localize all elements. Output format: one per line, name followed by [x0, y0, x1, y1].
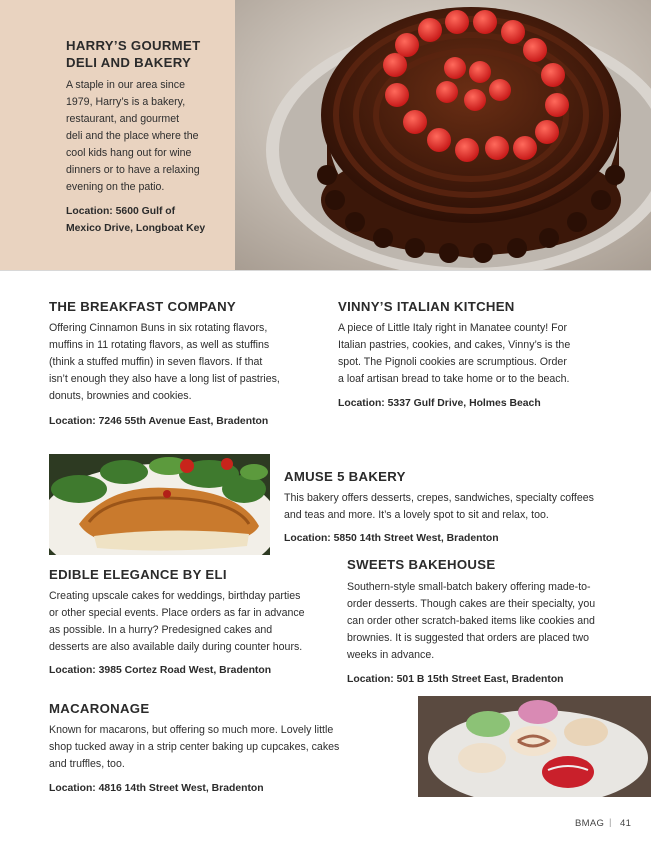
edible-body-line: desserts are also available daily during counter hours.	[49, 641, 303, 653]
macarons-photo	[418, 696, 651, 797]
macaronage-body-line: shop tucked away in a strip center baking up cupcakes, cakes	[49, 741, 340, 753]
sweets-body-line: can order other scratch-baked items like cookies and	[347, 615, 595, 627]
harry-body-line: evening on the patio.	[66, 181, 165, 193]
harry-body-line: dinners or to have a relaxing	[66, 164, 200, 176]
edible-location: Location: 3985 Cortez Road West, Bradenton	[49, 665, 272, 676]
sweets-body-line: Southern-style small-batch bakery offering made-to-	[347, 581, 591, 593]
macaronage-body-line: and truffles, too.	[49, 758, 125, 770]
breakfast-body-line: donuts, brownies and cookies.	[49, 390, 192, 402]
harry-title-line2: DELI AND BAKERY	[66, 55, 192, 70]
harry-location-line: Mexico Drive, Longboat Key	[66, 223, 206, 234]
harry-location	[66, 203, 205, 237]
harry-body-line: cool kids hang out for wine	[66, 147, 192, 159]
footer-separator: |	[609, 817, 612, 828]
vinny-location: Location: 5337 Gulf Drive, Holmes Beach	[338, 398, 541, 409]
breakfast-body	[49, 320, 280, 405]
macaronage-location: Location: 4816 14th Street West, Bradenton	[49, 783, 264, 794]
divider-line	[0, 270, 651, 271]
sweets-location: Location: 501 B 15th Street East, Bradenton	[347, 674, 564, 685]
breakfast-body-line: Offering Cinnamon Buns in six rotating flavors,	[49, 322, 268, 334]
macaronage-title: MACARONAGE	[49, 701, 150, 716]
sweets-body-line: weeks in advance.	[347, 649, 435, 661]
harry-title-line1: HARRY’S GOURMET	[66, 38, 201, 53]
sweets-body	[347, 579, 595, 664]
edible-title: EDIBLE ELEGANCE BY ELI	[49, 567, 227, 582]
vinny-body-line: A piece of Little Italy right in Manatee county! For	[338, 322, 568, 334]
harry-location-line: Location: 5600 Gulf of	[66, 206, 176, 217]
amuse-body-line: This bakery offers desserts, crepes, sandwiches, specialty coffees	[284, 492, 594, 504]
breakfast-body-line: (think a stuffed muffin) in seven flavors. If that	[49, 356, 263, 368]
harry-body-line: deli and the place where the	[66, 130, 199, 142]
vinny-title: VINNY’S ITALIAN KITCHEN	[338, 299, 515, 314]
breakfast-location: Location: 7246 55th Avenue East, Bradenton	[49, 416, 269, 427]
amuse-location: Location: 5850 14th Street West, Bradenton	[284, 533, 499, 544]
harry-body-line: restaurant, and gourmet	[66, 113, 180, 125]
sweets-body-line: order desserts. Though cakes are their specialty, you	[347, 598, 596, 610]
edible-body-line: or other special events. Place orders as far in advance	[49, 607, 305, 619]
edible-body	[49, 588, 305, 656]
vinny-body	[338, 320, 570, 388]
vinny-body-line: a loaf artisan bread to take home or to the beach.	[338, 373, 570, 385]
harry-body-line: 1979, Harry’s is a bakery,	[66, 96, 186, 108]
macaronage-body-line: Known for macarons, but offering so much more. Lovely little	[49, 724, 334, 736]
cake-photo	[235, 0, 651, 270]
sandwich-photo	[49, 454, 270, 555]
vinny-body-line: spot. The Pignoli cookies are scrumptious. Order	[338, 356, 567, 368]
harry-body	[66, 77, 231, 196]
edible-body-line: as possible. In a hurry? Predesigned cakes and	[49, 624, 273, 636]
vinny-body-line: Italian pastries, cookies, and cakes, Vinny’s is the	[338, 339, 571, 351]
amuse-title: AMUSE 5 BAKERY	[284, 469, 406, 484]
sweets-title: SWEETS BAKEHOUSE	[347, 557, 496, 572]
harry-body-line: A staple in our area since	[66, 79, 185, 91]
amuse-body	[284, 490, 594, 524]
amuse-body-line: and teas and more. It’s a lovely spot to sit and relax, too.	[284, 509, 549, 521]
breakfast-body-line: muffins in 11 rotating flavors, as well as stuffins	[49, 339, 270, 351]
footer-publication: BMAG	[575, 818, 605, 829]
footer-page-number: 41	[620, 818, 632, 829]
breakfast-title: THE BREAKFAST COMPANY	[49, 299, 237, 314]
breakfast-body-line: isn’t enough they also have a long list of pastries,	[49, 373, 280, 385]
harry-title	[66, 37, 200, 71]
sweets-body-line: brownies. It is suggested that orders are placed two	[347, 632, 590, 644]
edible-body-line: Creating upscale cakes for weddings, birthday parties	[49, 590, 301, 602]
macaronage-body	[49, 722, 339, 773]
